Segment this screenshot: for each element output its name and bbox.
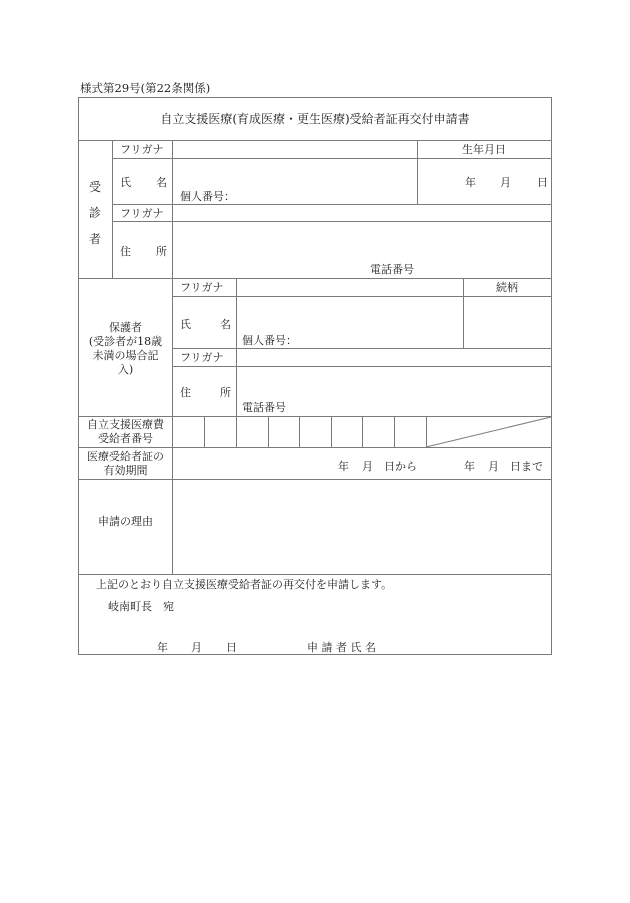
- guardian-section-label-1: 保護者: [109, 321, 142, 334]
- applicant-name-field[interactable]: [395, 636, 545, 652]
- vertical-label-char: 診: [88, 206, 101, 220]
- guardian-section-label-4: 入): [117, 363, 134, 376]
- patient-name-label-b: 名: [156, 176, 167, 189]
- guardian-relation-label: 続柄: [496, 281, 518, 294]
- patient-birth-month: 月: [500, 176, 511, 189]
- patient-name-label-a: 氏: [120, 176, 131, 189]
- guardian-furigana-label-2: フリガナ: [180, 351, 224, 364]
- patient-address-field[interactable]: [178, 226, 548, 260]
- guardian-individual-number-label: 個人番号：: [242, 334, 297, 347]
- declaration-addressee: 岐南町長 宛: [108, 600, 174, 613]
- patient-birth-day: 日: [537, 176, 548, 189]
- reason-field[interactable]: [176, 483, 548, 571]
- diagonal-strike: [426, 416, 552, 448]
- guardian-furigana-field[interactable]: [240, 280, 460, 295]
- guardian-furigana-label: フリガナ: [180, 281, 224, 294]
- patient-birthdate-label: 生年月日: [462, 143, 506, 156]
- vertical-label-char: 受: [88, 180, 101, 194]
- guardian-section-label-2: (受診者が18歳: [88, 335, 163, 348]
- patient-name-field[interactable]: [240, 186, 410, 202]
- guardian-name-field[interactable]: [300, 330, 460, 346]
- guardian-phone-label: 電話番号: [242, 401, 286, 414]
- validity-label-1: 医療受給者証の: [87, 450, 164, 463]
- reason-label: 申請の理由: [98, 515, 153, 528]
- patient-address-furigana-field[interactable]: [178, 206, 548, 220]
- declaration-day: 日: [226, 641, 237, 654]
- validity-label-2: 有効期間: [103, 464, 148, 477]
- form-number: 様式第29号(第22条関係): [80, 81, 211, 95]
- declaration-month: 月: [191, 641, 202, 654]
- guardian-name-label-b: 名: [220, 318, 231, 331]
- applicant-name-label: 申 請 者 氏 名: [307, 641, 376, 654]
- patient-individual-number-label: 個人番号：: [180, 190, 235, 203]
- certificate-number-field[interactable]: [173, 417, 426, 447]
- patient-furigana-label: フリガナ: [120, 143, 164, 156]
- guardian-section-label-3: 未満の場合記: [92, 349, 159, 362]
- guardian-relation-field[interactable]: [466, 298, 548, 346]
- guardian-address-label-a: 住: [180, 386, 191, 399]
- patient-furigana-field[interactable]: [178, 143, 414, 156]
- validity-to-month: 月: [488, 460, 499, 473]
- validity-from-suffix: 日から: [384, 460, 417, 473]
- patient-address-label-b: 所: [156, 245, 167, 258]
- vertical-label-char: 者: [88, 232, 101, 246]
- form-title: 自立支援医療(育成医療・更生医療)受給者証再交付申請書: [160, 112, 470, 126]
- guardian-address-field[interactable]: [240, 370, 548, 398]
- patient-section-label: [88, 174, 102, 252]
- validity-to-year: 年: [464, 460, 475, 473]
- guardian-name-label-a: 氏: [180, 318, 191, 331]
- certificate-number-label-2: 受給者番号: [98, 432, 153, 445]
- validity-from-year: 年: [338, 460, 349, 473]
- certificate-number-label-1: 自立支援医療費: [87, 418, 164, 431]
- guardian-address-label-b: 所: [220, 386, 231, 399]
- guardian-address-furigana-field[interactable]: [240, 350, 548, 364]
- declaration-statement: 上記のとおり自立支援医療受給者証の再交付を申請します。: [96, 578, 393, 591]
- patient-address-label-a: 住: [120, 245, 131, 258]
- patient-furigana-label-2: フリガナ: [120, 207, 164, 220]
- patient-birth-year: 年: [465, 176, 476, 189]
- patient-phone-label: 電話番号: [370, 263, 414, 276]
- validity-to-suffix: 日まで: [510, 460, 543, 473]
- declaration-year: 年: [157, 641, 168, 654]
- validity-from-month: 月: [362, 460, 373, 473]
